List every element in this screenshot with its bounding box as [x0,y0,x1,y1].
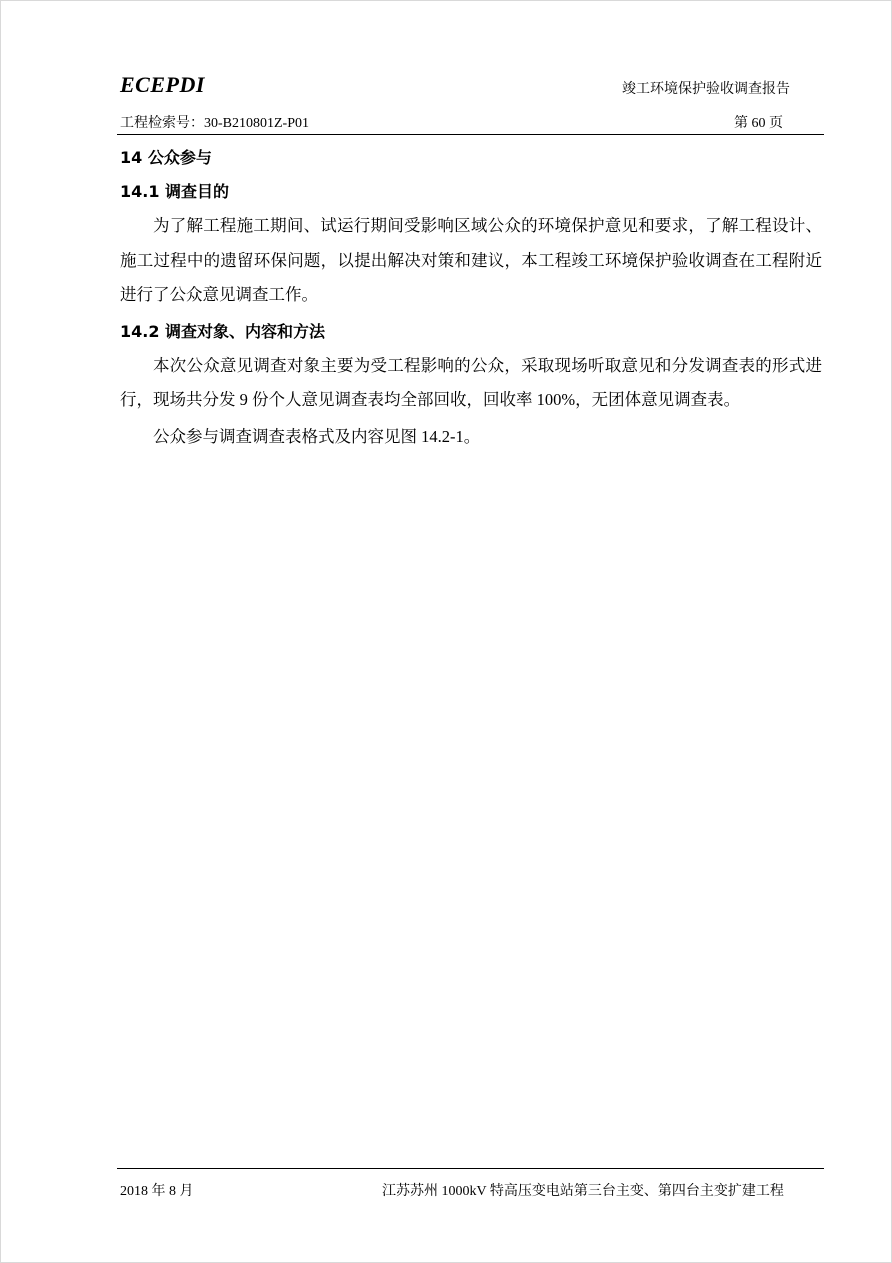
paragraph-survey-purpose: 为了解工程施工期间、试运行期间受影响区域公众的环境保护意见和要求，了解工程设计、施工过程中的遗留环保问题，以提出解决对策和建议，本工程竣工环境保护验收调查在工程附近进行了公众意见调查工作。 [120,216,822,304]
footer-date: 2018 年 8 月 [120,1184,194,1199]
section-heading-14-2: 14.2 调查对象、内容和方法 [120,321,326,341]
paragraph-survey-method: 本次公众意见调查对象主要为受工程影响的公众，采取现场听取意见和分发调查表的形式进行，现场共分发 9 份个人意见调查表均全部回收，回收率 100%，无团体意见调查表。 [120,355,822,409]
footer-divider [117,1168,824,1169]
document-body [120,143,822,454]
paragraph-figure-reference: 公众参与调查调查表格式及内容见图 14.2-1。 [153,426,481,446]
section-heading-14-1: 14.1 调查目的 [120,182,230,201]
brand-logo-text: ECEPDI [120,72,205,97]
header-divider [117,134,824,135]
section-heading-14: 14 公众参与 [120,148,212,167]
project-reference-number: 工程检索号：30-B210801Z-P01 [120,116,309,131]
report-name: 竣工环境保护验收调查报告 [622,82,790,97]
footer-project-name: 江苏苏州 1000kV 特高压变电站第三台主变、第四台主变扩建工程 [382,1184,784,1199]
page-number: 第 60 页 [734,116,783,131]
